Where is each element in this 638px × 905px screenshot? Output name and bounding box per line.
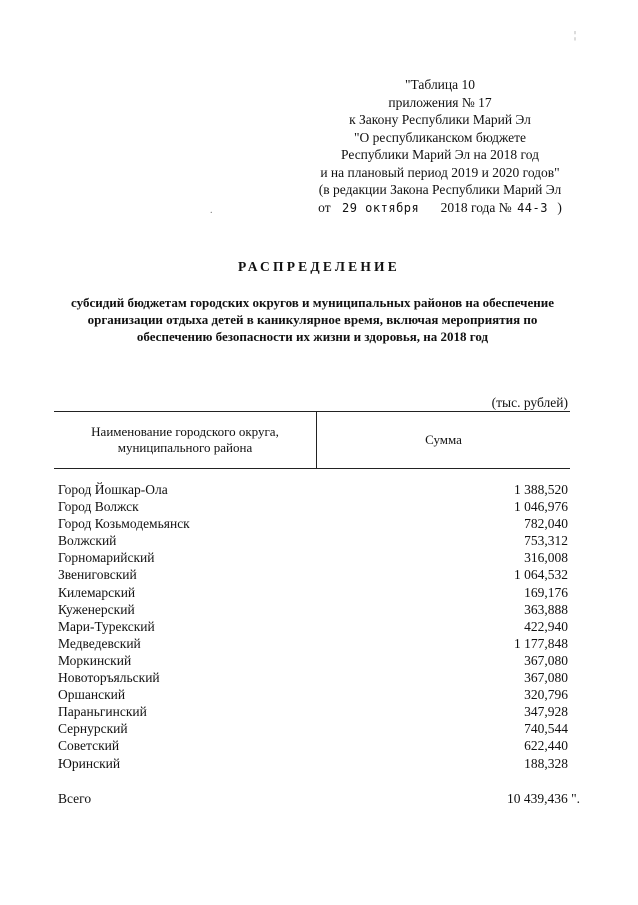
subtitle-line: организации отдыха детей в каникулярное время, включая мероприятия по [87, 312, 538, 327]
row-value: 782,040 [524, 516, 568, 532]
row-name: Сернурский [58, 721, 128, 737]
header-line: приложения № 17 [388, 94, 492, 110]
edition-year: 2018 года № [440, 199, 512, 215]
row-value: 363,888 [524, 601, 568, 617]
row-value: 188,328 [524, 755, 568, 771]
table-row [58, 703, 568, 720]
row-value: 622,440 [524, 738, 568, 754]
header-line: "Таблица 10 [405, 77, 475, 92]
row-value: 347,928 [524, 704, 568, 720]
table-row [58, 584, 568, 601]
row-value: 740,544 [524, 721, 568, 737]
column-header-name-line: Наименование городского округа, [91, 424, 279, 439]
edition-suffix: ) [557, 199, 562, 215]
table-row [58, 755, 568, 772]
subtitle-line: обеспечению безопасности их жизни и здоровья, на 2018 год [136, 329, 489, 344]
column-header-sum: Сумма [425, 432, 462, 447]
row-name: Параньгинский [58, 704, 147, 720]
table-row [58, 601, 568, 618]
row-value: 422,940 [524, 618, 568, 634]
row-name: Волжский [58, 533, 117, 549]
edition-number: 44-З [517, 200, 548, 215]
scan-mark: ¦ [574, 30, 577, 41]
row-value: 320,796 [524, 687, 568, 703]
table-row [58, 532, 568, 549]
table-row [58, 635, 568, 652]
table-row [58, 720, 568, 737]
table-row [58, 669, 568, 686]
total-value: 10 439,436 ". [506, 791, 580, 806]
edition-date: 29 октября [342, 200, 420, 215]
document-subtitle [50, 294, 575, 345]
row-value: 1 388,520 [514, 482, 568, 497]
units-label: (тыс. рублей) [491, 395, 568, 410]
row-name: Юринский [58, 755, 121, 771]
edition-line [300, 199, 580, 218]
table-row [58, 498, 568, 515]
row-value: 367,080 [524, 652, 568, 668]
row-name: Килемарский [58, 584, 136, 600]
appendix-header [300, 76, 580, 217]
row-value: 1 046,976 [514, 499, 568, 515]
row-value: 169,176 [524, 584, 568, 600]
header-line: (в редакции Закона Республики Марий Эл [318, 182, 562, 197]
document-title: РАСПРЕДЕЛЕНИЕ [238, 259, 400, 274]
row-name: Медведевский [58, 635, 141, 651]
row-value: 367,080 [524, 670, 568, 686]
scan-mark: . [210, 205, 213, 216]
row-name: Город Йошкар-Ола [58, 482, 168, 497]
row-value: 316,008 [524, 550, 568, 566]
column-header-name [54, 412, 317, 468]
table-row [58, 652, 568, 669]
row-name: Моркинский [58, 652, 132, 668]
table-row [58, 737, 568, 754]
table-row [58, 549, 568, 566]
row-name: Куженерский [58, 601, 135, 617]
row-name: Город Козьмодемьянск [58, 516, 190, 532]
edition-prefix: от [318, 199, 331, 215]
table-row [58, 481, 568, 498]
row-name: Оршанский [58, 687, 126, 703]
header-line: к Закону Республики Марий Эл [349, 112, 531, 127]
subtitle-line: субсидий бюджетам городских округов и муниципальных районов на обеспечение [71, 295, 554, 310]
row-name: Горномарийский [58, 550, 155, 566]
table-row [58, 618, 568, 635]
column-header-name-line: муниципального района [117, 440, 253, 455]
total-label: Всего [58, 791, 92, 806]
row-value: 1 064,532 [514, 567, 568, 583]
table-header [54, 411, 570, 469]
row-name: Новоторъяльский [58, 670, 160, 686]
row-name: Город Волжск [58, 499, 139, 515]
row-name: Звениговский [58, 567, 137, 583]
row-name: Советский [58, 738, 120, 754]
total-row [58, 791, 580, 807]
table-row [58, 566, 568, 583]
row-value: 753,312 [524, 533, 568, 549]
table-row [58, 515, 568, 532]
row-name: Мари-Турекский [58, 618, 155, 634]
row-value: 1 177,848 [514, 635, 568, 651]
header-line: Республики Марий Эл на 2018 год [341, 147, 539, 162]
header-line: "О республиканском бюджете [353, 129, 526, 145]
table-row [58, 686, 568, 703]
header-line: и на плановый период 2019 и 2020 годов" [320, 164, 560, 180]
table-body [58, 481, 568, 772]
